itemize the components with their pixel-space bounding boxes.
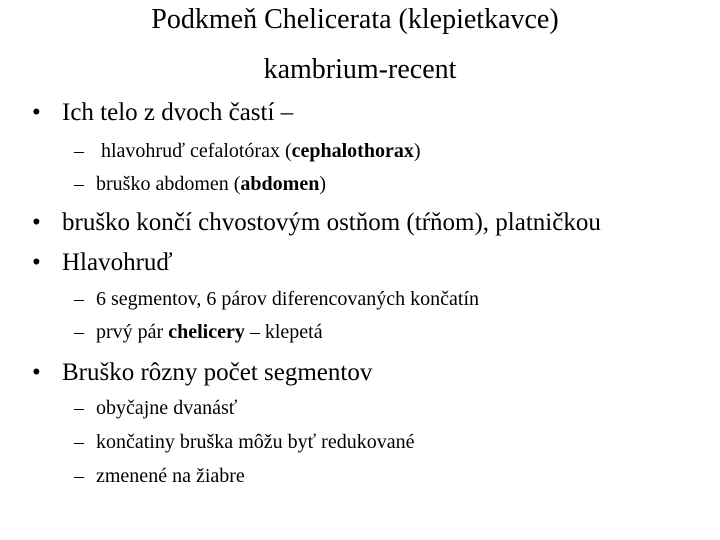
sub-bullet-text: 6 segmentov, 6 párov diferencovaných končatín xyxy=(96,288,480,310)
slide-subtitle: kambrium-recent xyxy=(263,54,457,85)
bullet-text: bruško končí chvostovým ostňom (tŕňom), platničkou xyxy=(62,209,601,236)
sub-bullet-text: bruško abdomen (abdomen) xyxy=(96,173,326,195)
sub-bullet-item xyxy=(74,398,237,418)
sub-bullet-item xyxy=(74,289,479,309)
bullet-text: Bruško rôzny počet segmentov xyxy=(62,359,373,386)
sub-bullet-text: končatiny bruška môžu byť redukované xyxy=(96,431,415,453)
bullet-item xyxy=(32,100,293,125)
dash-mark: – xyxy=(74,288,84,310)
dash-mark: – xyxy=(74,431,84,453)
sub-bullet-item xyxy=(74,322,323,342)
bold-term: chelicery xyxy=(168,321,245,343)
sub-bullet-text: obyčajne dvanásť xyxy=(96,397,238,419)
sub-bullet-text: prvý pár chelicery – klepetá xyxy=(96,321,323,343)
bullet-text: Hlavohruď xyxy=(62,249,173,276)
sub-bullet-item xyxy=(74,466,245,486)
sub-bullet-text: hlavohruď cefalotórax (cephalothorax) xyxy=(96,140,421,162)
bold-term: cephalothorax xyxy=(291,140,414,162)
bullet-mark: • xyxy=(32,99,41,126)
dash-mark: – xyxy=(74,321,84,343)
sub-bullet-item xyxy=(74,174,326,194)
bold-term: abdomen xyxy=(240,173,320,195)
dash-mark: – xyxy=(74,397,84,419)
dash-mark: – xyxy=(74,173,84,195)
dash-mark: – xyxy=(74,140,84,162)
bullet-item xyxy=(32,210,601,235)
bullet-mark: • xyxy=(32,359,41,386)
sub-bullet-text: zmenené na žiabre xyxy=(96,465,245,487)
sub-bullet-item xyxy=(74,141,421,161)
bullet-item xyxy=(32,360,372,385)
slide-title: Podkmeň Chelicerata (klepietkavce) xyxy=(151,4,559,35)
bullet-mark: • xyxy=(32,209,41,236)
bullet-text: Ich telo z dvoch častí – xyxy=(62,99,294,126)
sub-bullet-item xyxy=(74,432,414,452)
bullet-item xyxy=(32,250,173,275)
dash-mark: – xyxy=(74,465,84,487)
bullet-mark: • xyxy=(32,249,41,276)
